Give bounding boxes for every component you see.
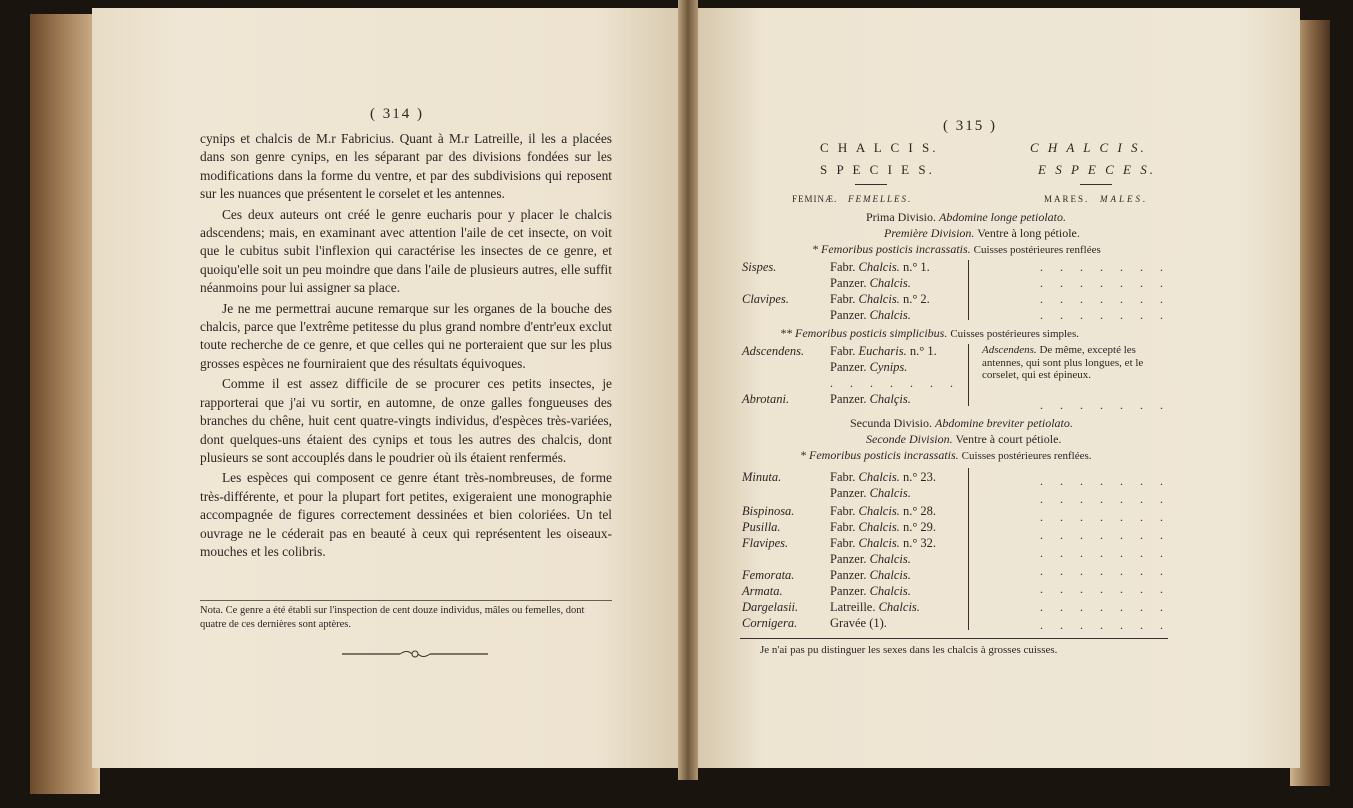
number: n.° 1.	[909, 344, 937, 358]
number: n.° 1.	[902, 260, 930, 274]
division-1-latin	[866, 210, 1066, 225]
paragraph-1: cynips et chalcis de M.r Fabricius. Quant à M.r Latreille, il les a placées dans son genre cynips, en les séparant par des divisions fondées sur les modifications dans la forme du ventre, et par des subdivisions qui reposent sur les nuances que présentent le corselet et les antennes.	[200, 131, 612, 202]
src-clavipes-fabr	[830, 292, 930, 307]
species-abrotani: Abrotani.	[742, 392, 790, 406]
fabr: Fabr.	[830, 344, 856, 358]
fabr: Fabr.	[830, 260, 856, 274]
header-right-dash	[1080, 184, 1112, 185]
src-armata-panzer	[830, 584, 911, 599]
chalcis: Chalcis.	[869, 552, 911, 566]
note-text: Nota. Ce genre a été établi sur l'inspection de cent douze individus, mâles ou femelles, dont quatre de ces dernières sont aptères.	[200, 605, 585, 630]
panzer: Panzer.	[830, 308, 867, 322]
dots-adsc: . . . . . . .	[830, 376, 960, 390]
right-page-number: ( 315 )	[943, 118, 997, 134]
fabr: Fabr.	[830, 520, 856, 534]
species-bispinosa: Bispinosa.	[742, 504, 795, 518]
src-flavipes-panzer	[830, 552, 911, 567]
header-left-genus: C H A L C I S.	[820, 140, 939, 155]
src-femorata-panzer	[830, 568, 911, 583]
chalcis: Chalcis.	[858, 260, 900, 274]
panzer: Panzer.	[830, 360, 867, 374]
div1-label: Prima Divisio.	[866, 210, 937, 224]
dots-1: . . . . . . .	[1040, 260, 1170, 274]
panzer: Panzer.	[830, 486, 867, 500]
col-feminae: FEMINÆ.	[792, 194, 838, 204]
vline-2	[968, 344, 969, 406]
dots-13: . . . . . . .	[1040, 618, 1170, 632]
division-2-french	[866, 432, 1061, 447]
adscendens-fr-label: Adscendens.	[982, 344, 1037, 356]
dots-5: . . . . . . .	[1040, 474, 1170, 488]
species-cornigera: Cornigera.	[742, 616, 798, 630]
number: n.° 23.	[902, 470, 937, 484]
subdivision-3	[800, 448, 1092, 463]
div1-fr-label: Première Division.	[884, 226, 975, 240]
subdivision-1	[812, 242, 1101, 257]
dots-abrotani: . . . . . . .	[1040, 398, 1170, 412]
species-armata: Armata.	[742, 584, 783, 598]
adscendens-fr-desc: De même, excepté les antennes, qui sont plus longues, et le corselet, qui est épineux.	[982, 344, 1144, 381]
header-right-especes: E S P E C E S.	[1038, 162, 1156, 177]
sub2-french: Cuisses postérieures simples.	[950, 328, 1079, 340]
species-pusilla: Pusilla.	[742, 520, 781, 534]
dots-6: . . . . . . .	[1040, 492, 1170, 506]
div2-fr-label: Seconde Division.	[866, 432, 953, 446]
number: n.° 29.	[902, 520, 937, 534]
left-page-number: ( 314 )	[370, 106, 424, 122]
ornament	[320, 648, 510, 664]
species-dargelasii: Dargelasii.	[742, 600, 799, 614]
fabr: Fabr.	[830, 504, 856, 518]
sub3-french: Cuisses postérieures renflées.	[961, 450, 1092, 462]
div2-label: Secunda Divisio.	[850, 416, 932, 430]
panzer: Panzer.	[830, 584, 867, 598]
sub1-french: Cuisses postérieures renflées	[973, 244, 1101, 256]
dots-11: . . . . . . .	[1040, 582, 1170, 596]
col-males: MALES.	[1100, 194, 1149, 204]
dots-9: . . . . . . .	[1040, 546, 1170, 560]
sub2-latin: ** Femoribus posticis simplicibus.	[780, 326, 948, 340]
footnote-rule	[740, 638, 1168, 639]
footnote: Je n'ai pas pu distinguer les sexes dans les chalcis à grosses cuisses.	[760, 644, 1058, 656]
src-adscendens-fabr	[830, 344, 937, 359]
number: n.° 28.	[902, 504, 937, 518]
adscendens-male-desc	[982, 344, 1170, 382]
div2-latin-desc: Abdomine breviter petiolato.	[935, 416, 1073, 430]
species-minuta: Minuta.	[742, 470, 782, 484]
dots-8: . . . . . . .	[1040, 528, 1170, 542]
chalcis: Chalçis.	[869, 392, 911, 406]
dots-7: . . . . . . .	[1040, 510, 1170, 524]
dots-2: . . . . . . .	[1040, 276, 1170, 290]
species-femorata: Femorata.	[742, 568, 795, 582]
left-body-text	[200, 130, 612, 563]
latreille: Latreille.	[830, 600, 876, 614]
ornament-flourish	[340, 648, 490, 660]
division-2-latin	[850, 416, 1073, 431]
src-dargelasii-latreille	[830, 600, 920, 615]
panzer: Panzer.	[830, 392, 867, 406]
note-rule	[200, 600, 612, 601]
div1-latin-desc: Abdomine longe petiolato.	[939, 210, 1066, 224]
src-abrotani-panzer	[830, 392, 911, 407]
header-left-dash	[855, 184, 887, 185]
species-flavipes: Flavipes.	[742, 536, 789, 550]
number: n.° 32.	[902, 536, 937, 550]
subdivision-2	[780, 326, 1079, 341]
vline-3	[968, 468, 969, 630]
fabr: Fabr.	[830, 292, 856, 306]
col-mares: MARES.	[1044, 194, 1090, 204]
src-bispinosa-fabr	[830, 504, 936, 519]
number: n.° 2.	[902, 292, 930, 306]
src-flavipes-fabr	[830, 536, 936, 551]
paragraph-5: Les espèces qui composent ce genre étant très-nombreuses, de forme très-différente, et pour la plupart fort petites, exigeraient une monographie accompagnée de figures correctement dessinées et bien coloriées. Un tel ouvrage ne le céderait pas en beauté à ceux qui représentent les oiseaux-mouches et les colibris.	[200, 470, 612, 559]
header-left-species: S P E C I E S.	[820, 162, 935, 177]
chalcis: Chalcis.	[858, 292, 900, 306]
src-clavipes-panzer	[830, 308, 911, 323]
header-right-genus: C H A L C I S.	[1030, 140, 1147, 155]
sub1-latin: * Femoribus posticis incrassatis.	[812, 242, 971, 256]
species-sispes: Sispes.	[742, 260, 777, 274]
chalcis: Chalcis.	[858, 504, 900, 518]
eucharis: Eucharis.	[858, 344, 907, 358]
div2-fr-desc: Ventre à court pétiole.	[955, 432, 1062, 446]
dots-12: . . . . . . .	[1040, 600, 1170, 614]
species-adscendens: Adscendens.	[742, 344, 805, 358]
src-sispes-panzer	[830, 276, 911, 291]
src-minuta-panzer	[830, 486, 911, 501]
dots-4: . . . . . . .	[1040, 308, 1170, 322]
panzer: Panzer.	[830, 552, 867, 566]
chalcis: Chalcis.	[878, 600, 920, 614]
chalcis: Chalcis.	[869, 486, 911, 500]
src-adscendens-panzer	[830, 360, 907, 375]
src-sispes-fabr	[830, 260, 930, 275]
paragraph-2: Ces deux auteurs ont créé le genre eucharis pour y placer le chalcis adscendens; mais, en examinant avec attention l'aile de cet insecte, on voit que le cubitus subit l'inflexion qui caractérise les insectes de ce genre, et quoiqu'elle soit un peu moindre que dans l'aile de plusieurs autres, elle suffit néanmoins pour lui assigner sa place.	[200, 206, 612, 296]
species-clavipes: Clavipes.	[742, 292, 789, 306]
div1-fr-desc: Ventre à long pétiole.	[977, 226, 1080, 240]
chalcis: Chalcis.	[869, 584, 911, 598]
chalcis: Chalcis.	[858, 520, 900, 534]
chalcis: Chalcis.	[869, 276, 911, 290]
paragraph-4: Comme il est assez difficile de se procurer ces petits insectes, je rapporterai que j'ai vu sortir, en automne, de onze galles fongueuses des branches du chêne, huit cent quatre-vingts individus, d'espèces très-variées, dont quelques-uns étaient des cynips et tous les autres des chalcis, dont plusieurs se sont accouplés dans le poudrier où ils étaient renfermés.	[200, 376, 612, 465]
dots-3: . . . . . . .	[1040, 292, 1170, 306]
col-femelles: FEMELLES.	[848, 194, 913, 204]
book-gutter	[678, 0, 698, 780]
division-1-french	[884, 226, 1080, 241]
sub3-latin: * Femoribus posticis incrassatis.	[800, 448, 959, 462]
chalcis: Chalcis.	[869, 308, 911, 322]
paragraph-3: Je ne me permettrai aucune remarque sur les organes de la bouche des chalcis, parce que l'extrême petitesse du plus grand nombre d'entr'eux exclut toute recherche de ce genre, et que celles qui ne porteraient que sur les plus grosses espèces ne fourniraient que des résultats équivoques.	[200, 300, 612, 371]
panzer: Panzer.	[830, 568, 867, 582]
left-page-edges	[30, 14, 100, 794]
src-cornigera-gravee: Gravée (1).	[830, 616, 887, 630]
fabr: Fabr.	[830, 470, 856, 484]
src-minuta-fabr	[830, 470, 936, 485]
dots-10: . . . . . . .	[1040, 564, 1170, 578]
vline-1	[968, 260, 969, 320]
chalcis: Chalcis.	[858, 536, 900, 550]
fabr: Fabr.	[830, 536, 856, 550]
chalcis: Chalcis.	[858, 470, 900, 484]
chalcis: Chalcis.	[869, 568, 911, 582]
cynips: Cynips.	[869, 360, 908, 374]
src-pusilla-fabr	[830, 520, 936, 535]
panzer: Panzer.	[830, 276, 867, 290]
